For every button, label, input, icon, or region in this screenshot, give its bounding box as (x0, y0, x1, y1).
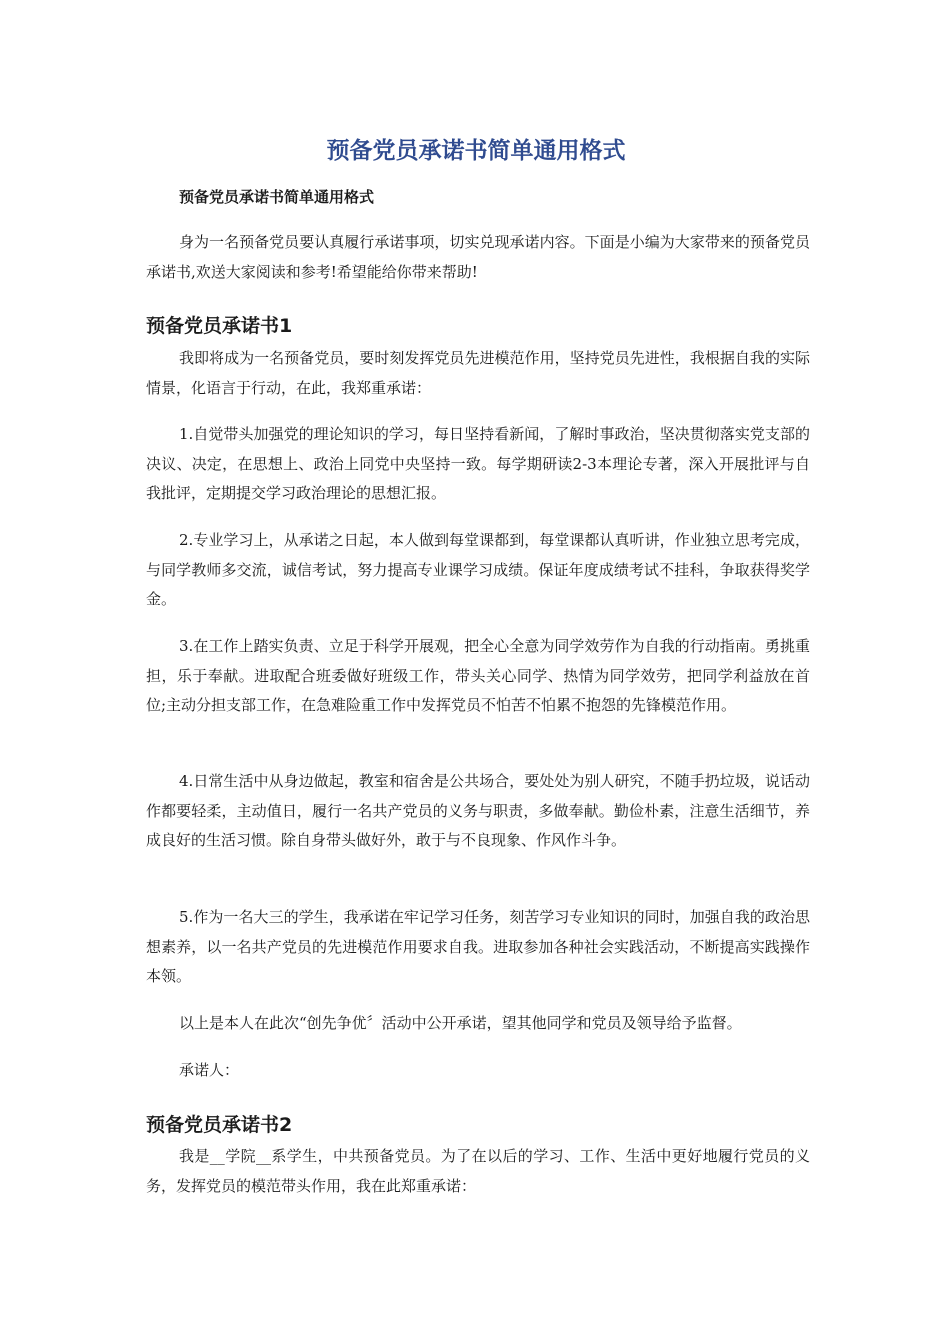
section-1-opening: 我即将成为一名预备党员，要时刻发挥党员先进模范作用，坚持党员先进性，我根据自我的实际情景，化语言于行动，在此，我郑重承诺： (146, 349, 810, 397)
intro-paragraph: 身为一名预备党员要认真履行承诺事项，切实兑现承诺内容。下面是小编为大家带来的预备党员承诺书,欢送大家阅读和参考!希望能给你带来帮助! (146, 233, 810, 281)
section-2-heading: 预备党员承诺书2 (146, 1114, 293, 1136)
document-title: 预备党员承诺书简单通用格式 (326, 138, 626, 164)
commitment-item-1: 1.自觉带头加强党的理论知识的学习，每日坚持看新闻，了解时事政治，坚决贯彻落实党支部的决议、决定，在思想上、政治上同党中央坚持一致。每学期研读2-3本理论专著，深入开展批评与自我批评，定期提交学习政治理论的思想汇报。 (146, 425, 810, 502)
commitment-item-5: 5.作为一名大三的学生，我承诺在牢记学习任务，刻苦学习专业知识的同时，加强自我的政治思想素养，以一名共产党员的先进模范作用要求自我。进取参加各种社会实践活动，不断提高实践操作本领。 (146, 908, 810, 985)
section-1-heading: 预备党员承诺书1 (146, 315, 293, 337)
document-subtitle: 预备党员承诺书简单通用格式 (179, 188, 375, 206)
section-2-opening: 我是__学院__系学生，中共预备党员。为了在以后的学习、工作、生活中更好地履行党员的义务，发挥党员的模范带头作用，我在此郑重承诺： (146, 1147, 810, 1195)
commitment-item-2: 2.专业学习上，从承诺之日起，本人做到每堂课都到，每堂课都认真听讲，作业独立思考完成，与同学教师多交流，诚信考试，努力提高专业课学习成绩。保证年度成绩考试不挂科，争取获得奖学金。 (146, 531, 810, 608)
section-1-closing: 以上是本人在此次“创先争优〞活动中公开承诺，望其他同学和党员及领导给予监督。 (179, 1014, 742, 1032)
signature-line: 承诺人： (179, 1061, 240, 1079)
commitment-item-3: 3.在工作上踏实负责、立足于科学开展观，把全心全意为同学效劳作为自我的行动指南。勇挑重担，乐于奉献。进取配合班委做好班级工作，带头关心同学、热情为同学效劳，把同学利益放在首位;主动分担支部工作，在急难险重工作中发挥党员不怕苦不怕累不抱怨的先锋模范作用。 (146, 637, 810, 714)
commitment-item-4: 4.日常生活中从身边做起，教室和宿舍是公共场合，要处处为别人研究，不随手扔垃圾，说话动作都要轻柔，主动值日，履行一名共产党员的义务与职责，多做奉献。勤俭朴素，注意生活细节，养成良好的生活习惯。除自身带头做好外，敢于与不良现象、作风作斗争。 (146, 772, 810, 849)
